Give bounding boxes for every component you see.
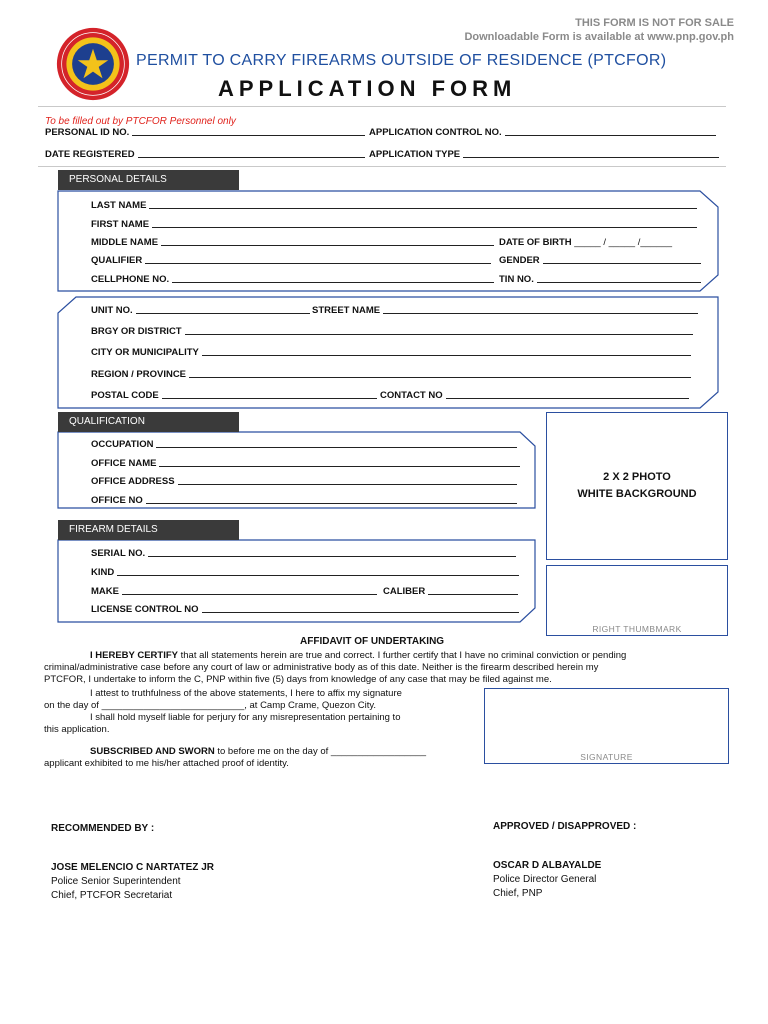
download-note: Downloadable Form is available at www.pnp.gov.ph [464,31,734,43]
caliber-field[interactable]: CALIBER [383,586,518,597]
city-field[interactable]: CITY OR MUNICIPALITY [91,347,691,358]
date-of-birth-field[interactable]: DATE OF BIRTH _____ / _____ /______ [499,237,673,248]
right-signatory [493,859,601,901]
office-name-field[interactable]: OFFICE NAME [91,458,520,469]
personal-id-field[interactable]: PERSONAL ID NO. [45,127,365,138]
make-field[interactable]: MAKE [91,586,377,597]
right-signatory-rank: Police Director General [493,874,597,885]
tab-qualification: QUALIFICATION [58,412,239,432]
signature-caption: SIGNATURE [580,752,633,762]
unit-no-field[interactable]: UNIT NO. [91,305,310,316]
office-no-field[interactable]: OFFICE NO [91,495,517,506]
tab-personal-details: PERSONAL DETAILS [58,170,239,190]
postal-code-field[interactable]: POSTAL CODE [91,390,377,401]
tin-field[interactable]: TIN NO. [499,274,701,285]
qualifier-field[interactable]: QUALIFIER [91,255,491,266]
brgy-field[interactable]: BRGY OR DISTRICT [91,326,693,337]
gender-field[interactable]: GENDER [499,255,701,266]
date-registered-field[interactable]: DATE REGISTERED [45,149,365,160]
form-subtitle: PERMIT TO CARRY FIREARMS OUTSIDE OF RESIDENCE (PTCFOR) [136,52,667,69]
middle-name-field[interactable]: MIDDLE NAME [91,237,494,248]
left-signatory-title: Chief, PTCFOR Secretariat [51,890,173,901]
occupation-field[interactable]: OCCUPATION [91,439,517,450]
region-field[interactable]: REGION / PROVINCE [91,369,691,380]
not-for-sale-note: THIS FORM IS NOT FOR SALE [575,17,734,29]
photo-line1: 2 X 2 PHOTO [603,471,671,483]
recommended-by-label: RECOMMENDED BY : [51,823,155,834]
affidavit-title: AFFIDAVIT OF UNDERTAKING [300,636,445,647]
office-address-field[interactable]: OFFICE ADDRESS [91,476,517,487]
affidavit-paragraph-3: SUBSCRIBED AND SWORN to before me on the day of __________________ applicant exhibited to me his/her attached proof of identity. [44,746,427,769]
photo-line2: WHITE BACKGROUND [577,488,697,500]
affidavit-paragraph-1: I HEREBY CERTIFY that all statements herein are true and correct. I further certify that I have no criminal conviction or pending criminal/administrative case before any court of law or administrative body as of this date. Neither is the firearm described herein my PTCFOR, I undertake to inform the C, PNP within five (5) days from knowledge of any case that may be filed against me. [44,650,627,685]
signature-box[interactable] [484,688,729,764]
left-signatory-name: JOSE MELENCIO C NARTATEZ JR [51,862,214,873]
street-name-field[interactable]: STREET NAME [312,305,698,316]
thumbmark-caption: RIGHT THUMBMARK [592,624,682,634]
application-control-field[interactable]: APPLICATION CONTROL NO. [369,127,716,138]
approved-label: APPROVED / DISAPPROVED : [493,821,637,832]
thumbmark-box[interactable] [546,565,728,636]
left-signatory [51,861,214,903]
office-use-note: To be filled out by PTCFOR Personnel only [45,116,236,127]
left-signatory-rank: Police Senior Superintendent [51,876,181,887]
kind-field[interactable]: KIND [91,567,519,578]
right-signatory-name: OSCAR D ALBAYALDE [493,860,602,871]
photo-box[interactable] [546,412,728,560]
tab-firearm-details: FIREARM DETAILS [58,520,239,540]
last-name-field[interactable]: LAST NAME [91,200,697,211]
license-control-field[interactable]: LICENSE CONTROL NO [91,604,519,615]
right-signatory-title: Chief, PNP [493,888,543,899]
cellphone-field[interactable]: CELLPHONE NO. [91,274,494,285]
contact-no-field[interactable]: CONTACT NO [380,390,689,401]
affidavit-paragraph-2: I attest to truthfulness of the above statements, I here to affix my signature on the day of ___________________________, at Camp Crame, Quezon City. I shall hold myself liable for perjury for any misrepresentation pertaining to this application. [44,688,402,735]
first-name-field[interactable]: FIRST NAME [91,219,697,230]
serial-no-field[interactable]: SERIAL NO. [91,548,516,559]
application-type-field[interactable]: APPLICATION TYPE [369,149,719,160]
form-title: APPLICATION FORM [218,76,517,101]
